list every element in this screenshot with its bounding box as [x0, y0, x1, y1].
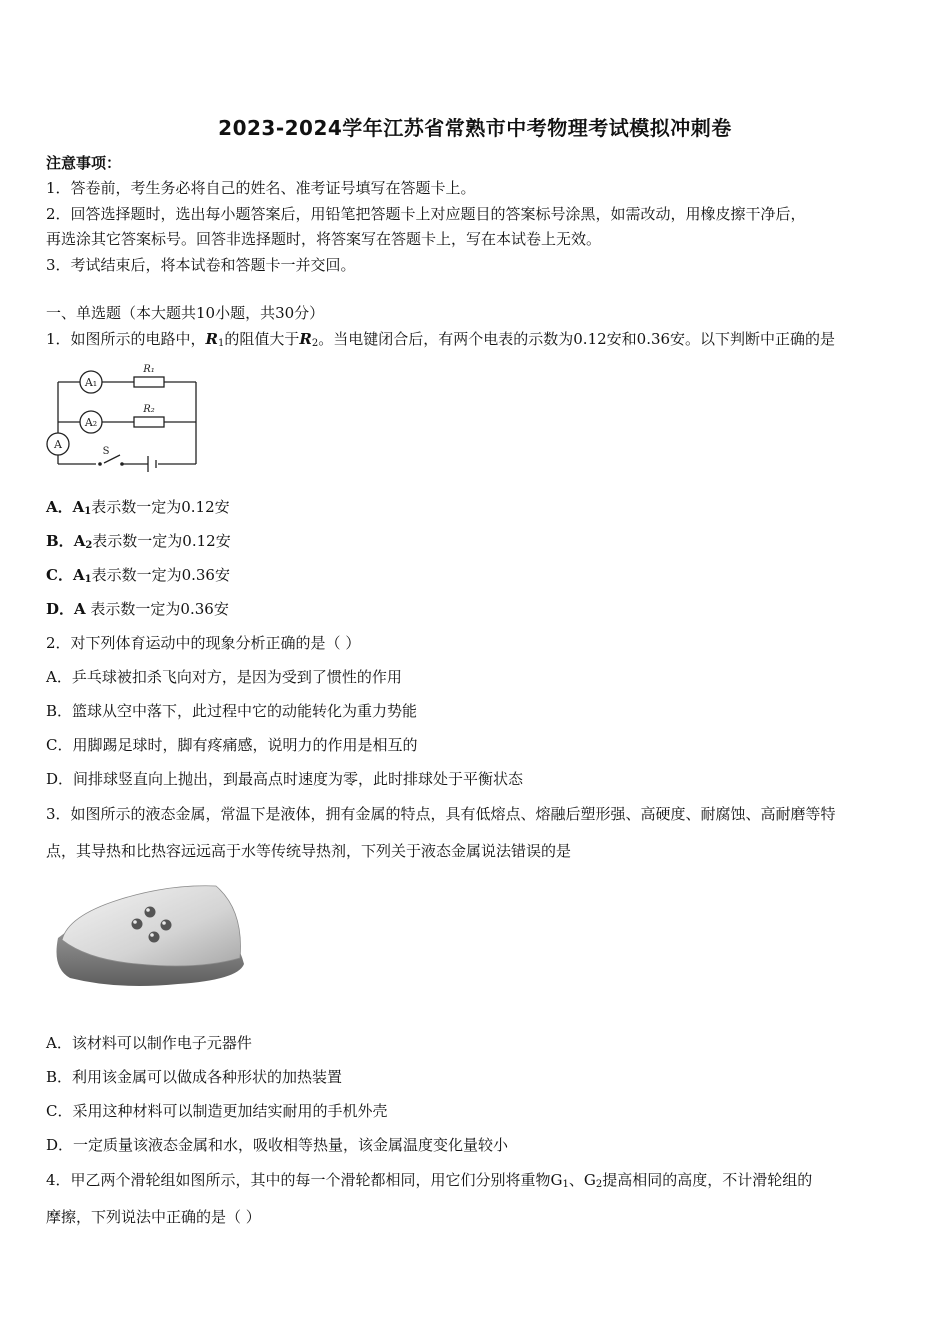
notice-item: 再选涂其它答案标号。回答非选择题时，将答案写在答题卡上，写在本试卷上无效。: [46, 230, 602, 248]
q2-option-c: C．用脚踢足球时，脚有疼痛感，说明力的作用是相互的: [46, 736, 418, 754]
r1-label: R₁: [143, 364, 155, 375]
meter-subscript: 1: [84, 506, 92, 517]
r2-subscript: 2: [311, 338, 319, 349]
option-text: 表示数一定为0.36安: [85, 600, 229, 618]
q2-option-b: B．篮球从空中落下，此过程中它的动能转化为重力势能: [46, 702, 418, 720]
ammeter-a2-label: A₂: [84, 416, 98, 429]
liquid-metal-photo: [48, 880, 248, 992]
q1-option-c: [46, 564, 230, 585]
g2-subscript: 2: [595, 1179, 603, 1190]
resistor-r2: [134, 417, 164, 427]
notice-item: 3．考试结束后，将本试卷和答题卡一并交回。: [46, 256, 356, 274]
meter-symbol: A: [73, 532, 86, 550]
q1-stem-part: 。当电键闭合后，有两个电表的示数为0.12安和0.36安。以下判断中正确的是: [318, 330, 836, 348]
q1-option-a: [46, 496, 230, 517]
q4-stem-part: 4．甲乙两个滑轮组如图所示，其中的每一个滑轮都相同，用它们分别将重物G: [46, 1171, 563, 1189]
option-label: C．: [46, 566, 73, 584]
question-4-stem-line2: 摩擦，下列说法中正确的是（ ）: [46, 1208, 261, 1226]
meter-subscript: 2: [85, 540, 93, 551]
question-4-stem-line1: [46, 1169, 812, 1190]
q2-option-d: D．间排球竖直向上抛出，到最高点时速度为零，此时排球处于平衡状态: [46, 770, 524, 788]
option-text: 表示数一定为0.12安: [92, 532, 231, 550]
q1-stem-part: 的阻值大于: [224, 330, 300, 348]
page-title: 2023-2024学年江苏省常熟市中考物理考试模拟冲刺卷: [218, 116, 732, 140]
meter-symbol: A: [74, 600, 86, 618]
resistor-r1: [134, 377, 164, 387]
q1-option-d: [46, 598, 229, 619]
meter-symbol: A: [72, 498, 85, 516]
q3-option-c: C．采用这种材料可以制造更加结实耐用的手机外壳: [46, 1102, 388, 1120]
circuit-diagram: [44, 360, 204, 472]
option-label: B．: [46, 532, 74, 550]
section-heading: 一、单选题（本大题共10小题，共30分）: [46, 304, 325, 322]
q2-option-a: A．乒乓球被扣杀飞向对方，是因为受到了惯性的作用: [46, 668, 402, 686]
q3-option-d: D．一定质量该液态金属和水，吸收相等热量，该金属温度变化量较小: [46, 1136, 509, 1154]
question-3-stem-line1: 3．如图所示的液态金属，常温下是液体，拥有金属的特点，具有低熔点、熔融后塑形强、高硬度、耐腐蚀、高耐磨等特: [46, 805, 836, 823]
ammeter-a-label: A: [54, 438, 62, 451]
r2-symbol: R: [299, 330, 312, 348]
q1-stem-part: 1．如图所示的电路中，: [46, 330, 206, 348]
meter-subscript: 1: [84, 574, 92, 585]
q3-option-b: B．利用该金属可以做成各种形状的加热装置: [46, 1068, 343, 1086]
question-3-stem-line2: 点，其导热和比热容远远高于水等传统导热剂，下列关于液态金属说法错误的是: [46, 842, 572, 860]
r1-symbol: R: [205, 330, 219, 348]
option-label: A．: [46, 498, 73, 516]
option-text: 表示数一定为0.36安: [91, 566, 230, 584]
q4-stem-part: 提高相同的高度，不计滑轮组的: [602, 1171, 813, 1189]
option-label: D．: [46, 600, 75, 618]
q4-stem-part: 、G: [568, 1171, 596, 1189]
notice-heading: 注意事项：: [46, 154, 122, 172]
question-2-stem: 2．对下列体育运动中的现象分析正确的是（ ）: [46, 634, 361, 652]
r2-label: R₂: [143, 404, 155, 415]
meter-symbol: A: [72, 566, 85, 584]
option-text: 表示数一定为0.12安: [91, 498, 230, 516]
switch-label: S: [102, 446, 110, 457]
r1-subscript: 1: [218, 338, 225, 349]
q1-option-b: [46, 530, 231, 551]
ammeter-a1-label: A₁: [84, 376, 98, 389]
q3-option-a: A．该材料可以制作电子元器件: [46, 1034, 252, 1052]
g1-subscript: 1: [562, 1179, 569, 1190]
notice-item: 2．回答选择题时，选出每小题答案后，用铅笔把答题卡上对应题目的答案标号涂黑，如需改动，用橡皮擦干净后，: [46, 205, 806, 223]
notice-item: 1．答卷前，考生务必将自己的姓名、准考证号填写在答题卡上。: [46, 179, 476, 197]
question-1-stem: [46, 328, 835, 349]
